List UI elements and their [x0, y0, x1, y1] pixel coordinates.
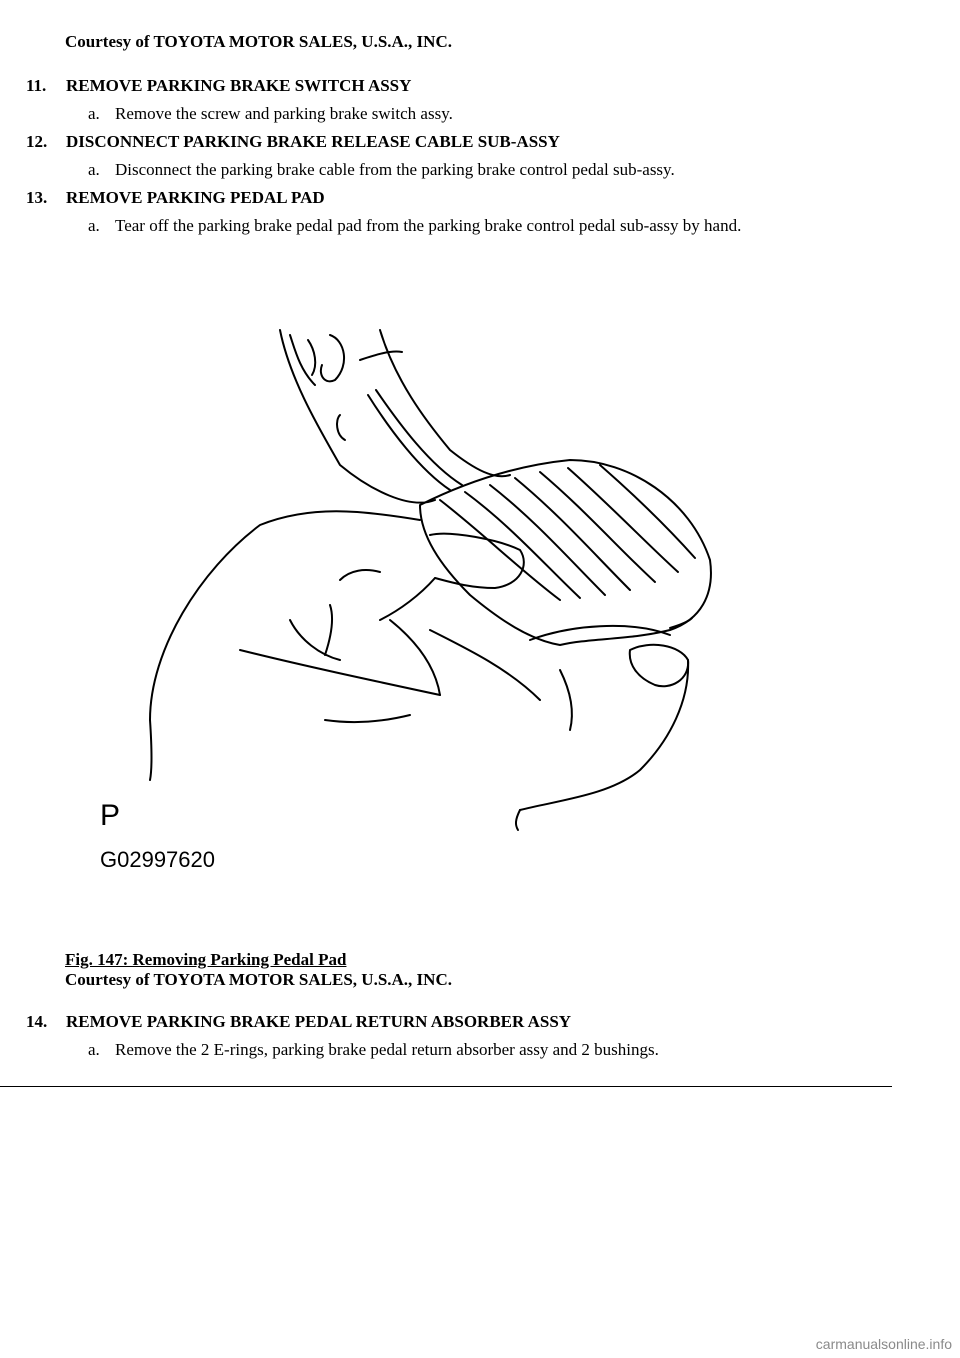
step-title: REMOVE PARKING BRAKE SWITCH ASSY	[66, 76, 412, 95]
figure-caption[interactable]: Fig. 147: Removing Parking Pedal Pad	[65, 950, 347, 969]
substep-letter: a.	[88, 1040, 100, 1059]
step-11-heading	[26, 76, 411, 96]
substep-letter: a.	[88, 160, 100, 179]
step-number: 13.	[26, 188, 48, 207]
step-13-substep	[88, 216, 741, 236]
pedal-pad-illustration	[90, 320, 730, 880]
substep-text: Remove the 2 E-rings, parking brake pedal return absorber assy and 2 bushings.	[115, 1040, 659, 1059]
pedal-arm-hole	[321, 335, 344, 381]
step-14-substep	[88, 1040, 659, 1060]
step-12-heading	[26, 132, 560, 152]
pedal-pad-outline	[420, 460, 711, 645]
substep-text: Remove the screw and parking brake switch assy.	[115, 104, 453, 123]
step-number: 14.	[26, 1012, 48, 1031]
substep-letter: a.	[88, 216, 100, 235]
thumb-outline	[430, 534, 524, 588]
pedal-arm-left-edge	[280, 330, 435, 503]
watermark: carmanualsonline.info	[815, 1336, 952, 1352]
substep-text: Tear off the parking brake pedal pad from the parking brake control pedal sub-assy by hand.	[115, 216, 742, 235]
courtesy-bottom: Courtesy of TOYOTA MOTOR SALES, U.S.A., INC.	[65, 970, 452, 989]
step-title: REMOVE PARKING BRAKE PEDAL RETURN ABSORBER ASSY	[66, 1012, 572, 1031]
substep-letter: a.	[88, 104, 100, 123]
step-title: REMOVE PARKING PEDAL PAD	[66, 188, 325, 207]
courtesy-top: Courtesy of TOYOTA MOTOR SALES, U.S.A., INC.	[65, 32, 452, 51]
step-12-substep	[88, 160, 675, 180]
pedal-arm-slot	[337, 415, 345, 440]
hand-back-edge	[150, 511, 420, 720]
step-title: DISCONNECT PARKING BRAKE RELEASE CABLE SUB-ASSY	[66, 132, 560, 151]
figure-label-p: P	[100, 799, 121, 832]
horizontal-rule	[0, 1086, 892, 1087]
step-13-heading	[26, 188, 325, 208]
finger-tip	[630, 645, 688, 686]
substep-text: Disconnect the parking brake cable from the parking brake control pedal sub-assy.	[115, 160, 675, 179]
step-11-substep	[88, 104, 453, 124]
figure-code: G02997620	[100, 847, 215, 872]
step-14-heading	[26, 1012, 571, 1032]
step-number: 12.	[26, 132, 48, 151]
step-number: 11.	[26, 76, 47, 95]
